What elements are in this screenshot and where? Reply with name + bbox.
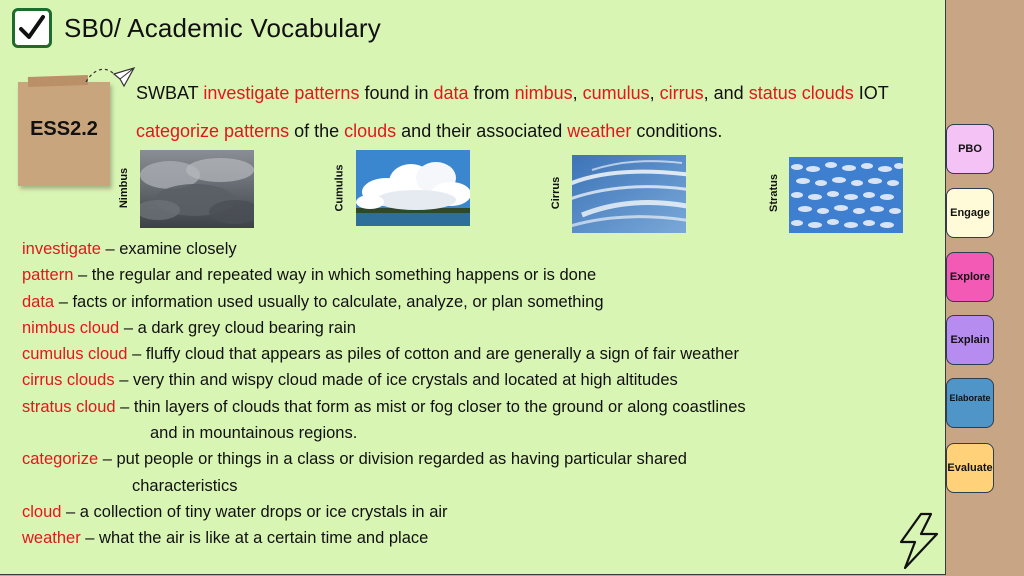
objective-text: , bbox=[649, 83, 660, 103]
vocab-item bbox=[22, 262, 922, 288]
objective-highlight: clouds bbox=[801, 83, 854, 103]
objective-text: , and bbox=[703, 83, 749, 103]
vocab-item bbox=[22, 315, 922, 341]
vocabulary-list bbox=[22, 236, 922, 552]
nav-tab-elaborate[interactable]: Elaborate bbox=[946, 378, 994, 428]
vocab-definition: – facts or information used usually to calculate, analyze, or plan something bbox=[54, 292, 604, 311]
nav-tab-engage[interactable]: Engage bbox=[946, 188, 994, 238]
stratus-label: Stratus bbox=[767, 174, 780, 212]
cumulus-cloud-image bbox=[356, 150, 470, 226]
vocab-definition: – a dark grey cloud bearing rain bbox=[119, 318, 356, 337]
standard-tag-label: ESS2.2 bbox=[30, 118, 98, 140]
stratus-card bbox=[765, 155, 905, 235]
lightning-bolt-icon[interactable] bbox=[893, 512, 943, 570]
vocab-term: data bbox=[22, 292, 55, 311]
vocab-term: investigate bbox=[22, 240, 101, 258]
vocab-definition-continued: characteristics bbox=[132, 476, 238, 495]
objective-text: found in bbox=[359, 83, 434, 103]
vocab-item bbox=[22, 394, 922, 420]
objective-highlight: nimbus bbox=[514, 83, 573, 103]
objective-text: conditions. bbox=[631, 121, 723, 141]
objective-highlight: clouds bbox=[344, 121, 397, 141]
cumulus-card bbox=[332, 150, 472, 230]
nav-tab-explain[interactable]: Explain bbox=[946, 315, 994, 365]
vocab-term: categorize bbox=[22, 450, 99, 469]
vocab-term: cumulus cloud bbox=[22, 345, 128, 364]
vocab-item bbox=[22, 367, 922, 393]
objective-highlight: investigate patterns bbox=[203, 83, 360, 103]
vocab-definition-continued: and in mountainous regions. bbox=[150, 424, 358, 443]
vocab-item bbox=[22, 289, 922, 315]
cumulus-label: Cumulus bbox=[333, 164, 346, 212]
nimbus-label: Nimbus bbox=[118, 167, 131, 209]
objective-highlight: cirrus bbox=[659, 83, 704, 103]
nav-tab-explore[interactable]: Explore bbox=[946, 252, 994, 302]
title-row bbox=[12, 6, 381, 50]
vocab-item bbox=[22, 341, 922, 367]
page-title: SB0/ Academic Vocabulary bbox=[64, 12, 381, 43]
cirrus-cloud-image bbox=[572, 155, 686, 233]
objective-text: from bbox=[468, 83, 515, 103]
vocab-item bbox=[22, 499, 922, 525]
objective-highlight: status bbox=[748, 83, 797, 103]
vocab-term: weather bbox=[22, 529, 81, 548]
cirrus-card bbox=[548, 155, 688, 235]
vocab-definition: – examine closely bbox=[100, 240, 237, 258]
objective-text: SWBAT bbox=[136, 83, 204, 103]
standard-tag bbox=[18, 82, 110, 186]
vocab-term: cirrus clouds bbox=[22, 371, 115, 390]
tape-decoration bbox=[28, 75, 88, 87]
objective-text: and their associated bbox=[396, 121, 568, 141]
vocab-definition: – fluffy cloud that appears as piles of cotton and are generally a sign of fair weather bbox=[127, 345, 739, 364]
vocab-definition: – put people or things in a class or division regarded as having particular shared bbox=[98, 450, 687, 469]
vocab-definition: – what the air is like at a certain time and place bbox=[80, 529, 429, 548]
paper-plane-icon bbox=[84, 64, 136, 96]
objective-highlight: cumulus bbox=[582, 83, 650, 103]
nimbus-cloud-image bbox=[140, 150, 254, 228]
vocab-item bbox=[22, 525, 922, 551]
objective-text: IOT bbox=[853, 83, 889, 103]
objective-highlight: categorize patterns bbox=[136, 121, 290, 141]
stratus-cloud-image bbox=[789, 157, 903, 233]
objective-text: of the bbox=[289, 121, 345, 141]
objective-text: , bbox=[572, 83, 583, 103]
vocab-item bbox=[22, 446, 922, 472]
vocab-definition: – the regular and repeated way in which something happens or is done bbox=[73, 266, 597, 285]
vocab-item bbox=[22, 236, 922, 262]
vocab-term: stratus cloud bbox=[22, 397, 116, 416]
learning-objective bbox=[136, 74, 916, 150]
objective-highlight: weather bbox=[567, 121, 632, 141]
vocab-term: cloud bbox=[22, 502, 62, 521]
nav-tab-pbo[interactable]: PBO bbox=[946, 124, 994, 174]
vocab-term: pattern bbox=[22, 266, 74, 285]
vocab-definition: – very thin and wispy cloud made of ice crystals and located at high altitudes bbox=[114, 371, 678, 390]
vocab-definition: – a collection of tiny water drops or ice crystals in air bbox=[61, 502, 448, 521]
nav-tab-evaluate[interactable]: Evaluate bbox=[946, 443, 994, 493]
vocab-term: nimbus cloud bbox=[22, 318, 120, 337]
objective-highlight: data bbox=[433, 83, 469, 103]
nimbus-card bbox=[118, 150, 258, 230]
cirrus-label: Cirrus bbox=[550, 176, 563, 210]
check-icon bbox=[12, 8, 52, 48]
vocab-definition: – thin layers of clouds that form as mist or fog closer to the ground or along coastlines bbox=[115, 397, 746, 416]
